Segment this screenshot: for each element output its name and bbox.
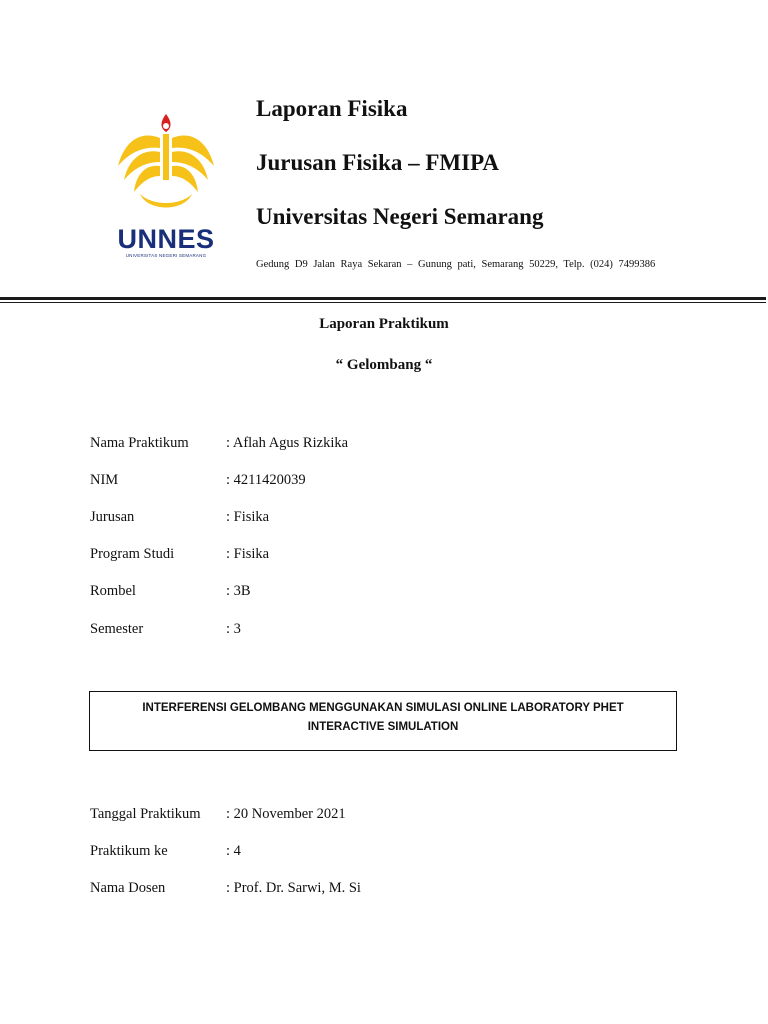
- field-label: Praktikum ke: [90, 843, 168, 859]
- letterhead-university: Universitas Negeri Semarang: [256, 204, 544, 229]
- field-label: Nama Praktikum: [90, 435, 189, 451]
- field-value: : 4: [226, 843, 241, 859]
- field-value: : Fisika: [226, 546, 270, 562]
- field-label: Jurusan: [90, 509, 135, 525]
- field-value: : 3B: [226, 583, 251, 599]
- field-value: : 3: [226, 621, 241, 637]
- field-label: Rombel: [90, 583, 136, 599]
- field-label: Semester: [90, 621, 144, 637]
- logo-wordmark: UNNES: [117, 224, 215, 254]
- unnes-emblem-icon: [110, 108, 222, 226]
- field-value: : 20 November 2021: [226, 806, 346, 822]
- field-label: Program Studi: [90, 546, 175, 562]
- field-value: : Prof. Dr. Sarwi, M. Si: [226, 880, 361, 896]
- report-subject: “ Gelombang “: [335, 357, 433, 373]
- field-label: Tanggal Praktikum: [90, 806, 201, 822]
- letterhead-department: Jurusan Fisika – FMIPA: [256, 150, 500, 175]
- field-value: : Aflah Agus Rizkika: [226, 435, 349, 451]
- letterhead-address: Gedung D9 Jalan Raya Sekaran – Gunung pati, Semarang 50229, Telp. (024) 7499386: [256, 259, 656, 270]
- field-label: NIM: [90, 472, 119, 488]
- field-value: : 4211420039: [226, 472, 306, 488]
- logo-subtext: UNIVERSITAS NEGERI SEMARANG: [125, 253, 207, 258]
- report-heading: Laporan Praktikum: [319, 316, 449, 332]
- experiment-title-box: [89, 691, 677, 751]
- letterhead-divider-thin: [0, 302, 766, 303]
- unnes-logo: [110, 108, 222, 260]
- letterhead-divider-thick: [0, 297, 766, 300]
- field-value: : Fisika: [226, 509, 270, 525]
- experiment-title: INTERFERENSI GELOMBANG MENGGUNAKAN SIMULASI ONLINE LABORATORY PHET INTERACTIVE SIMULATION: [142, 702, 624, 733]
- letterhead-title: Laporan Fisika: [256, 96, 408, 121]
- field-label: Nama Dosen: [90, 880, 166, 896]
